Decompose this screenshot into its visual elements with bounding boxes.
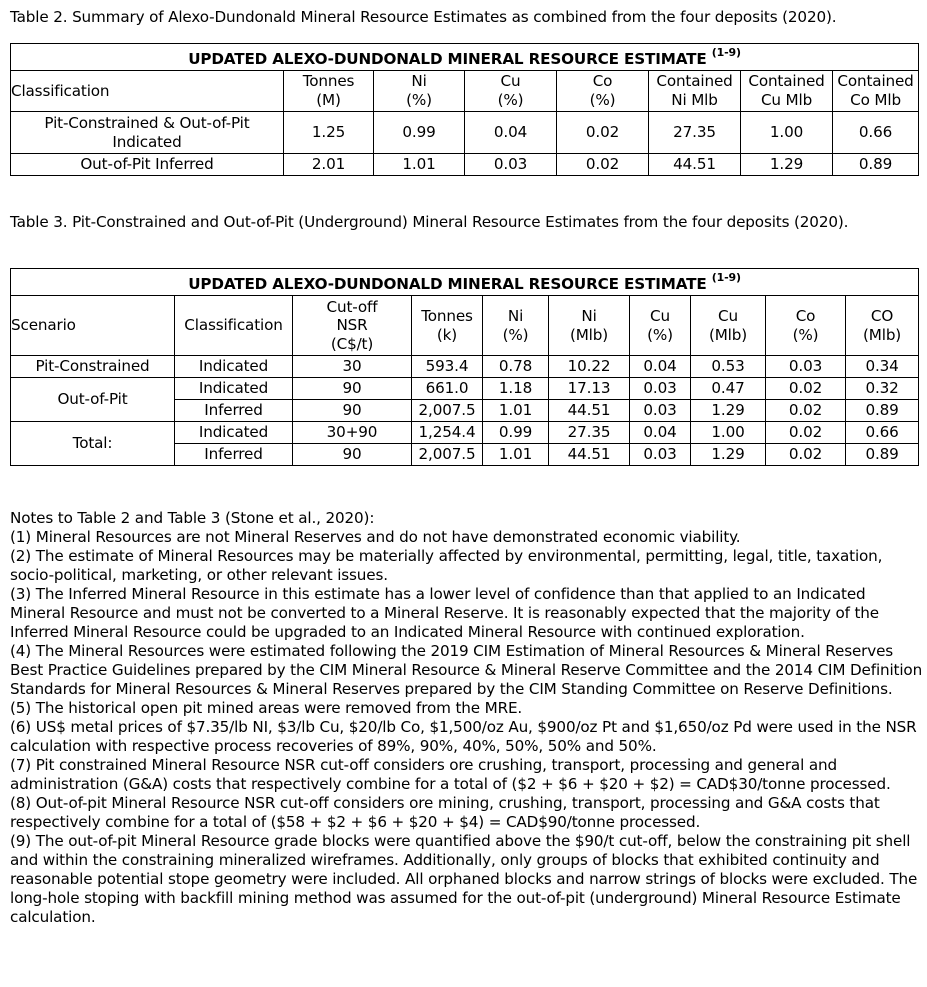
cell-ni-pct: 0.99	[374, 112, 465, 154]
header-contained-cu: Contained Cu Mlb	[741, 71, 833, 112]
cell-co-pct: 0.02	[557, 112, 649, 154]
note-9: (9) The out-of-pit Mineral Resource grade blocks were quantified above the $90/t cut-off, below the constraining pit shell and within the constraining mineralized wireframes. Additionally, only groups of blocks that exhibited continuity and reasonable potential stope geometry were included. All orphaned blocks and narrow strings of blocks were excluded. The long-hole stoping with backfill mining method was assumed for the out-of-pit (underground) Mineral Resource Estimate calculation.	[10, 832, 918, 926]
header-contained-ni: Contained Ni Mlb	[649, 71, 741, 112]
cell-scenario: Out-of-Pit	[11, 378, 175, 422]
cell-co-pct: 0.02	[766, 400, 846, 422]
cell-cu-pct: 0.04	[630, 422, 691, 444]
header-classification: Classification	[175, 296, 293, 356]
cell-contained-cu: 1.29	[741, 154, 833, 176]
table-row	[11, 112, 919, 154]
cell-co-pct: 0.02	[766, 422, 846, 444]
cell-ni-pct: 1.01	[374, 154, 465, 176]
table-row	[11, 422, 919, 444]
table2-title-footnote: (1-9)	[711, 45, 741, 59]
cell-cu-mlb: 1.00	[691, 422, 766, 444]
cell-classification: Indicated	[175, 422, 293, 444]
cell-contained-cu: 1.00	[741, 112, 833, 154]
header-co-pct: Co (%)	[557, 71, 649, 112]
cell-cu-mlb: 0.47	[691, 378, 766, 400]
cell-tonnes: 1,254.4	[412, 422, 483, 444]
cell-cu-mlb: 1.29	[691, 400, 766, 422]
cell-classification: Inferred	[175, 400, 293, 422]
note-5: (5) The historical open pit mined areas were removed from the MRE.	[10, 699, 523, 717]
row-classification: Out-of-Pit Inferred	[11, 154, 284, 176]
table3-title-text: UPDATED ALEXO-DUNDONALD MINERAL RESOURCE ESTIMATE	[188, 274, 707, 293]
cell-contained-co: 0.89	[833, 154, 919, 176]
header-cu-mlb: Cu (Mlb)	[691, 296, 766, 356]
table3-caption: Table 3. Pit-Constrained and Out-of-Pit (Underground) Mineral Resource Estimates from the four deposits (2020).	[10, 213, 849, 231]
cell-classification: Inferred	[175, 444, 293, 466]
table-row	[11, 154, 919, 176]
cell-cu-pct: 0.04	[630, 356, 691, 378]
cell-co-pct: 0.02	[766, 378, 846, 400]
cell-contained-ni: 44.51	[649, 154, 741, 176]
cell-ni-pct: 0.78	[483, 356, 549, 378]
header-co-pct: Co (%)	[766, 296, 846, 356]
cell-tonnes: 2,007.5	[412, 444, 483, 466]
cell-classification: Indicated	[175, 356, 293, 378]
header-scenario: Scenario	[11, 296, 175, 356]
header-cutoff-nsr: Cut-off NSR (C$/t)	[293, 296, 412, 356]
cell-scenario: Pit-Constrained	[11, 356, 175, 378]
cell-co-mlb: 0.66	[846, 422, 919, 444]
cell-co-mlb: 0.32	[846, 378, 919, 400]
note-1: (1) Mineral Resources are not Mineral Reserves and do not have demonstrated economic viability.	[10, 528, 741, 546]
header-ni-mlb: Ni (Mlb)	[549, 296, 630, 356]
header-contained-co: Contained Co Mlb	[833, 71, 919, 112]
header-ni-pct: Ni (%)	[374, 71, 465, 112]
notes-heading: Notes to Table 2 and Table 3 (Stone et al., 2020):	[10, 509, 375, 527]
header-classification: Classification	[11, 71, 284, 112]
cell-cutoff: 90	[293, 378, 412, 400]
cell-ni-mlb: 44.51	[549, 400, 630, 422]
cell-classification: Indicated	[175, 378, 293, 400]
cell-ni-mlb: 44.51	[549, 444, 630, 466]
cell-co-pct: 0.02	[766, 444, 846, 466]
cell-cu-mlb: 1.29	[691, 444, 766, 466]
cell-tonnes: 2,007.5	[412, 400, 483, 422]
cell-contained-ni: 27.35	[649, 112, 741, 154]
cell-co-mlb: 0.89	[846, 400, 919, 422]
cell-scenario: Total:	[11, 422, 175, 466]
row-classification: Pit-Constrained & Out-of-Pit Indicated	[11, 112, 284, 154]
note-8: (8) Out-of-pit Mineral Resource NSR cut-off considers ore mining, crushing, transport, processing and G&A costs that respectively combine for a total of ($58 + $2 + $6 + $20 + $4) = CAD$90/tonne processed.	[10, 794, 880, 831]
header-tonnes: Tonnes (M)	[284, 71, 374, 112]
note-2: (2) The estimate of Mineral Resources may be materially affected by environmental, permitting, legal, title, taxation, socio-political, marketing, or other relevant issues.	[10, 547, 883, 584]
table2-caption: Table 2. Summary of Alexo-Dundonald Mineral Resource Estimates as combined from the four deposits (2020).	[10, 8, 837, 26]
cell-cu-pct: 0.03	[630, 444, 691, 466]
cell-co-mlb: 0.89	[846, 444, 919, 466]
cell-contained-co: 0.66	[833, 112, 919, 154]
note-4: (4) The Mineral Resources were estimated following the 2019 CIM Estimation of Mineral Resources & Mineral Reserves Best Practice Guidelines prepared by the CIM Mineral Resource & Mineral Reserve Committee and the 2014 CIM Definition Standards for Mineral Resources & Mineral Reserves prepared by the CIM Standing Committee on Reserve Definitions.	[10, 642, 923, 698]
cell-cutoff: 90	[293, 444, 412, 466]
table3-title	[11, 269, 919, 296]
cell-cu-pct: 0.03	[630, 378, 691, 400]
cell-ni-mlb: 27.35	[549, 422, 630, 444]
cell-cu-pct: 0.03	[630, 400, 691, 422]
table-row	[11, 356, 919, 378]
cell-ni-pct: 1.01	[483, 400, 549, 422]
header-tonnes: Tonnes (k)	[412, 296, 483, 356]
cell-cu-mlb: 0.53	[691, 356, 766, 378]
cell-tonnes: 593.4	[412, 356, 483, 378]
cell-tonnes: 2.01	[284, 154, 374, 176]
table3-header-row	[11, 296, 919, 356]
header-ni-pct: Ni (%)	[483, 296, 549, 356]
cell-cutoff: 90	[293, 400, 412, 422]
table2-title-text: UPDATED ALEXO-DUNDONALD MINERAL RESOURCE ESTIMATE	[188, 49, 707, 68]
table-row	[11, 378, 919, 400]
table3-title-footnote: (1-9)	[711, 270, 741, 284]
cell-cutoff: 30	[293, 356, 412, 378]
cell-ni-pct: 1.18	[483, 378, 549, 400]
note-6: (6) US$ metal prices of $7.35/lb NI, $3/lb Cu, $20/lb Co, $1,500/oz Au, $900/oz Pt and $1,650/oz Pd were used in the NSR calculation with respective process recoveries of 89%, 90%, 40%, 50%, 50% and 50%.	[10, 718, 917, 755]
note-3: (3) The Inferred Mineral Resource in this estimate has a lower level of confidence than that applied to an Indicated Mineral Resource and must not be converted to a Mineral Reserve. It is reasonably expected that the majority of the Inferred Mineral Resource could be upgraded to an Indicated Mineral Resource with continued exploration.	[10, 585, 879, 641]
cell-cutoff: 30+90	[293, 422, 412, 444]
cell-ni-mlb: 10.22	[549, 356, 630, 378]
cell-tonnes: 661.0	[412, 378, 483, 400]
cell-co-pct: 0.02	[557, 154, 649, 176]
cell-cu-pct: 0.03	[465, 154, 557, 176]
header-cu-pct: Cu (%)	[630, 296, 691, 356]
cell-ni-pct: 0.99	[483, 422, 549, 444]
table2-title	[11, 44, 919, 71]
cell-cu-pct: 0.04	[465, 112, 557, 154]
cell-tonnes: 1.25	[284, 112, 374, 154]
header-cu-pct: Cu (%)	[465, 71, 557, 112]
table3-mineral-resource-by-scenario	[10, 268, 919, 466]
cell-co-mlb: 0.34	[846, 356, 919, 378]
notes-section	[10, 509, 925, 927]
header-co-mlb: CO (Mlb)	[846, 296, 919, 356]
table2-mineral-resource-summary	[10, 43, 919, 176]
cell-ni-pct: 1.01	[483, 444, 549, 466]
cell-co-pct: 0.03	[766, 356, 846, 378]
cell-ni-mlb: 17.13	[549, 378, 630, 400]
table2-header-row	[11, 71, 919, 112]
note-7: (7) Pit constrained Mineral Resource NSR cut-off considers ore crushing, transport, processing and general and administration (G&A) costs that respectively combine for a total of ($2 + $6 + $20 + $2) = CAD$30/tonne processed.	[10, 756, 891, 793]
